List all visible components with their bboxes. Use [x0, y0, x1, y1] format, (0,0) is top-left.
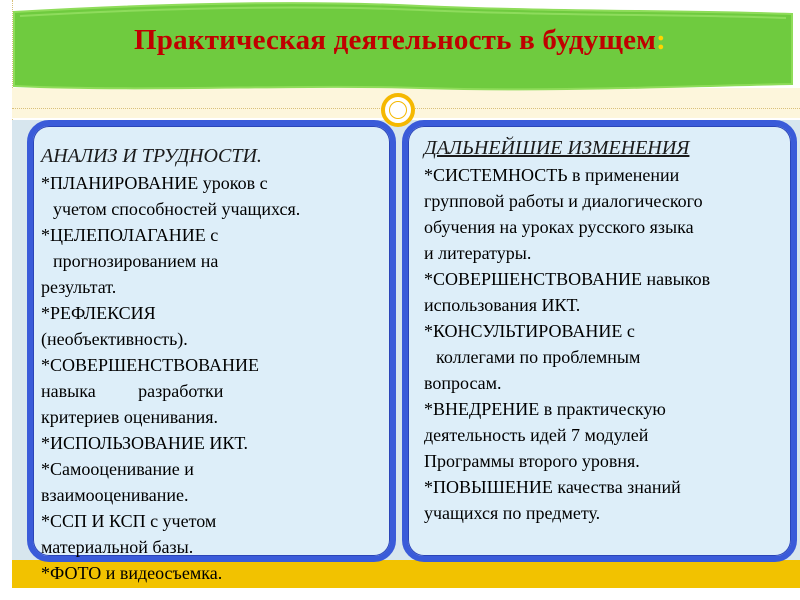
changes-line: *ПОВЫШЕНИЕ качества знаний [424, 477, 681, 497]
slide-title-colon: : [656, 24, 666, 56]
analysis-line: критериев оценивания. [41, 407, 219, 427]
changes-line: учащихся по предмету. [424, 503, 601, 523]
analysis-line: навыка разработки [41, 381, 224, 401]
changes-line: и литературы. [424, 243, 532, 263]
analysis-line: взаимооценивание. [41, 485, 189, 505]
background-bottom-strip [0, 588, 800, 600]
slide-title [0, 24, 800, 57]
changes-line: деятельность идей 7 модулей [424, 425, 649, 445]
analysis-line: *ЦЕЛЕПОЛАГАНИЕ с [41, 225, 219, 245]
changes-line: использования ИКТ. [424, 295, 581, 315]
changes-line: Программы второго уровня. [424, 451, 640, 471]
analysis-line: *ПЛАНИРОВАНИЕ уроков с [41, 173, 268, 193]
changes-line: *КОНСУЛЬТИРОВАНИЕ с [424, 321, 635, 341]
analysis-line: прогнозированием на [53, 251, 219, 271]
analysis-panel [27, 120, 396, 583]
changes-panel [402, 120, 797, 562]
changes-line: коллегами по проблемным [436, 347, 641, 367]
analysis-line: материальной базы. [41, 537, 194, 557]
changes-panel-heading: ДАЛЬНЕЙШИЕ ИЗМЕНЕНИЯ [424, 137, 690, 159]
analysis-line: учетом способностей учащихся. [53, 199, 301, 219]
changes-line: вопросам. [424, 373, 502, 393]
analysis-line: *РЕФЛЕКСИЯ [41, 303, 156, 323]
ring-ornament-icon [381, 93, 415, 127]
analysis-line: *ИСПОЛЬЗОВАНИЕ ИКТ. [41, 433, 249, 453]
analysis-line: *ССП И КСП с учетом [41, 511, 217, 531]
analysis-line: *ФОТО и видеосъемка. [41, 563, 223, 583]
analysis-line: (необъективность). [41, 329, 188, 349]
title-banner [0, 0, 800, 100]
analysis-line: *Самооценивание и [41, 459, 194, 479]
slide-title-text: Практическая деятельность в будущем [134, 24, 657, 56]
changes-line: *ВНЕДРЕНИЕ в практическую [424, 399, 666, 419]
changes-line: *СОВЕРШЕНСТВОВАНИЕ навыков [424, 269, 711, 289]
analysis-line: *СОВЕРШЕНСТВОВАНИЕ [41, 355, 260, 375]
changes-line: групповой работы и диалогического [424, 191, 703, 211]
analysis-panel-heading: АНАЛИЗ И ТРУДНОСТИ. [41, 145, 262, 167]
changes-line: *СИСТЕМНОСТЬ в применении [424, 165, 680, 185]
analysis-line: результат. [41, 277, 117, 297]
changes-line: обучения на уроках русского языка [424, 217, 694, 237]
analysis-panel-content [41, 142, 300, 586]
changes-panel-content [424, 134, 710, 526]
